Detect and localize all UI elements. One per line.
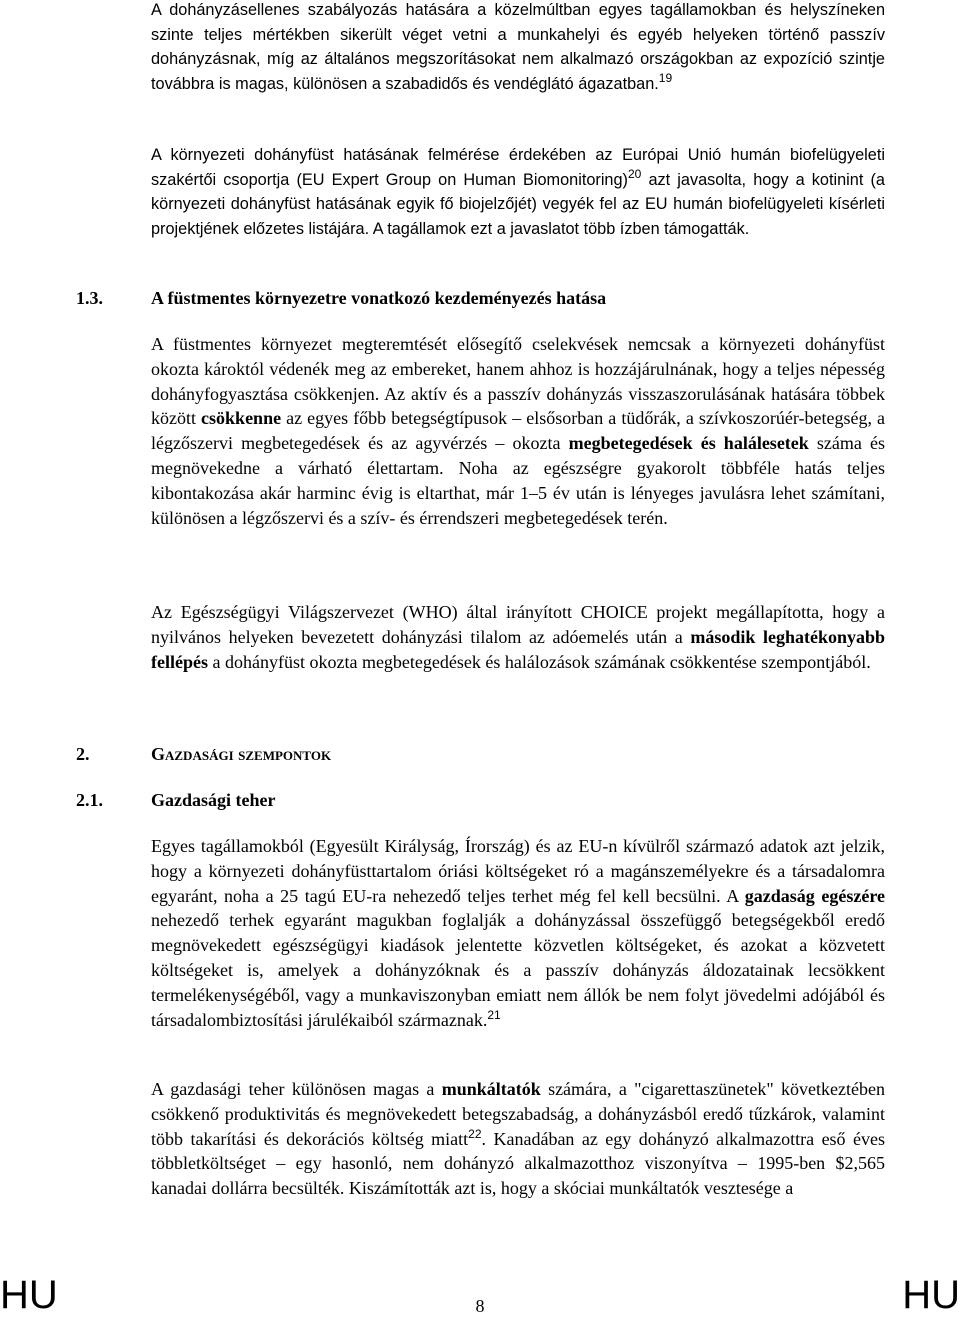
section-number-1-3: 1.3.: [76, 288, 103, 308]
bold-text: megbetegedések és halálesetek: [568, 433, 809, 454]
text-run: A gazdasági teher különösen magas a: [151, 1079, 442, 1099]
paragraph-4: [151, 600, 885, 674]
section-heading-1-3: A füstmentes környezetre vonatkozó kezdeményezés hatása: [151, 288, 607, 308]
footer-page-number: 8: [475, 1296, 485, 1316]
text-run: azt javasolta, hogy a kotinint (a környezeti dohányfüst hatásának egyik fő biojelzőjét) vegyék fel az EU humán biofelügyeleti kísérleti projektjének előzetes listájára. A tagállamok ezt a javaslatot több ízben támogatták.: [151, 170, 885, 239]
text-run: A dohányzásellenes szabályozás hatására a közelmúltban egyes tagállamokban és helyszíneken szinte teljes mértékben sikerült véget vetni a munkahelyi és egyéb helyeken történő passzív dohányzásnak, míg az általános megszorításokat nem alkalmazó országokban az expozíció szintje továbbra is magas, különösen a szabadidős és vendéglátó ágazatban.: [151, 1, 885, 94]
footnote-marker: 21: [487, 1007, 501, 1022]
text-run: Egyes tagállamokból (Egyesült Királyság, Írország) és az EU-n kívülről származó adatok azt jelzik, hogy a környezeti dohányfüsttartalom óriási költségeket ró a magánszemélyekre és a társadalomra egyaránt, noha a 25 tagú EU-ra nehezedő teljes terhet még fel kell becsülni. A: [151, 836, 885, 906]
paragraph-5: [151, 834, 885, 1032]
paragraph-2: [151, 143, 885, 242]
paragraph-3: [151, 332, 885, 530]
footer-language-right: HU: [902, 1273, 960, 1317]
footnote-marker: 20: [627, 166, 642, 181]
footnote-marker: 22: [468, 1126, 482, 1141]
text-run: számára, a "cigarettaszünetek" következtében csökkenő produktivitás és megnövekedett betegszabadság, a dohányzásból eredő tűzkárok, valamint több takarítási és dekorációs költség miatt: [151, 1079, 885, 1149]
bold-text: munkáltatók: [441, 1079, 541, 1099]
section-heading-2: Gazdasági szempontok: [151, 744, 332, 764]
text-run: . Kanadában az egy dohányzó alkalmazottra eső éves többletköltséget – egy hasonló, nem dohányzó alkalmazotthoz viszonyítva – 1995-ben $2,565 kanadai dollárra becsülték. Kiszámították azt is, hogy a skóciai munkáltatók vesztesége a: [151, 1128, 885, 1199]
section-number-2: 2.: [76, 744, 90, 764]
text-run: nehezedő terhek egyaránt magukban foglalják a dohányzással összefüggő betegségekből eredő megnövekedett egészségügyi kiadások jelentette közvetlen költségeket, és azokat a közvetett költségeket is, amelyek a dohányzóknak és a passzív dohányzás áldozatainak lecsökkent termelékenységéből, vagy a munkaviszonyban emiatt nem állók be nem folyt jövedelmi adójából és társadalombiztosítási járulékaiból származnak.: [151, 910, 885, 1030]
footer-language-left: HU: [0, 1273, 58, 1317]
text-run: a dohányfüst okozta megbetegedések és halálozások számának csökkentése szempontjából.: [207, 651, 871, 672]
section-number-2-1: 2.1.: [76, 790, 103, 810]
footnote-marker: 19: [658, 71, 673, 86]
bold-text: gazdaság egészére: [744, 885, 885, 906]
bold-text: második leghatékonyabb fellépés: [151, 626, 885, 672]
text-run: A környezeti dohányfüst hatásának felmérése érdekében az Európai Unió humán biofelügyeleti szakértői csoportja (EU Expert Group on Human Biomonitoring): [151, 146, 885, 189]
text-run: Az Egészségügyi Világszervezet (WHO) által irányított CHOICE projekt megállapította, hogy a nyilvános helyeken bevezetett dohányzási tilalom az adóemelés után a: [151, 602, 885, 647]
section-heading-2-1: Gazdasági teher: [151, 790, 276, 810]
bold-text: csökkenne: [201, 408, 282, 429]
text-run: száma és megnövekedne a várható élettartam. Noha az egészségre gyakorolt többféle hatás teljes kibontakozása akár harminc évig is eltarthat, már 1–5 év után is lényeges javulásra lehet számítani, különösen a légzőszervi és a szív- és érrendszeri megbetegedések terén.: [151, 433, 886, 528]
paragraph-1: [151, 0, 885, 97]
text-run: az egyes főbb betegségtípusok – elsősorban a tüdőrák, a szívkoszorúér-betegség, a légzőszervi megbetegedések és az agyvérzés – okozta: [151, 408, 885, 454]
text-run: A füstmentes környezet megteremtését elősegítő cselekvések nemcsak a környezeti dohányfüst okozta károktól védenék meg az embereket, hanem ahhoz is hozzájárulnának, hogy a teljes népesség dohányfogyasztása csökkenjen. Az aktív és a passzív dohányzás visszaszorulásának hatására többek között: [151, 334, 885, 429]
paragraph-6: [151, 1077, 885, 1201]
